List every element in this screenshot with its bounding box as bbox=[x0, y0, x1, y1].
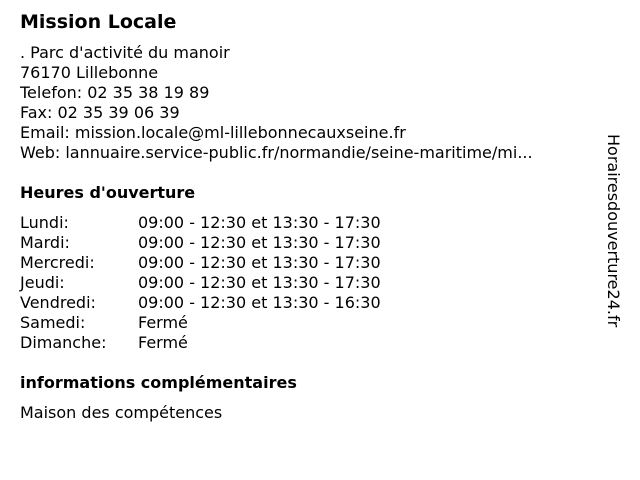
day-label: Jeudi: bbox=[20, 273, 65, 292]
additional-info-heading: informations complémentaires bbox=[20, 373, 297, 392]
day-label: Samedi: bbox=[20, 313, 86, 332]
contact-block bbox=[20, 43, 533, 163]
additional-info-text: Maison des compétences bbox=[20, 403, 223, 422]
opening-hours-heading: Heures d'ouverture bbox=[20, 183, 196, 202]
time-value: 09:00 - 12:30 et 13:30 - 17:30 bbox=[138, 273, 381, 292]
opening-hours-table bbox=[20, 213, 440, 353]
day-label: Mardi: bbox=[20, 233, 70, 252]
site-watermark: Horairesdouverture24.fr bbox=[604, 134, 623, 328]
website-url: Web: lannuaire.service-public.fr/normandie/seine-maritime/mi... bbox=[20, 143, 533, 162]
time-value: 09:00 - 12:30 et 13:30 - 17:30 bbox=[138, 233, 381, 252]
time-value: 09:00 - 12:30 et 13:30 - 16:30 bbox=[138, 293, 381, 312]
page-title: Mission Locale bbox=[20, 11, 177, 33]
day-label: Vendredi: bbox=[20, 293, 96, 312]
phone-number: Telefon: 02 35 38 19 89 bbox=[20, 83, 210, 102]
day-label: Lundi: bbox=[20, 213, 69, 232]
hours-row-sunday bbox=[20, 333, 440, 353]
time-value: 09:00 - 12:30 et 13:30 - 17:30 bbox=[138, 253, 381, 272]
time-value: Fermé bbox=[138, 333, 188, 352]
hours-row-monday bbox=[20, 213, 440, 233]
time-value: Fermé bbox=[138, 313, 188, 332]
day-label: Dimanche: bbox=[20, 333, 107, 352]
address-line-2: 76170 Lillebonne bbox=[20, 63, 159, 82]
fax-number: Fax: 02 35 39 06 39 bbox=[20, 103, 180, 122]
hours-row-friday bbox=[20, 293, 440, 313]
address-line-1: . Parc d'activité du manoir bbox=[20, 43, 230, 62]
hours-row-thursday bbox=[20, 273, 440, 293]
day-label: Mercredi: bbox=[20, 253, 95, 272]
email-address: Email: mission.locale@ml-lillebonnecauxseine.fr bbox=[20, 123, 406, 142]
hours-row-wednesday bbox=[20, 253, 440, 273]
time-value: 09:00 - 12:30 et 13:30 - 17:30 bbox=[138, 213, 381, 232]
hours-row-saturday bbox=[20, 313, 440, 333]
hours-row-tuesday bbox=[20, 233, 440, 253]
